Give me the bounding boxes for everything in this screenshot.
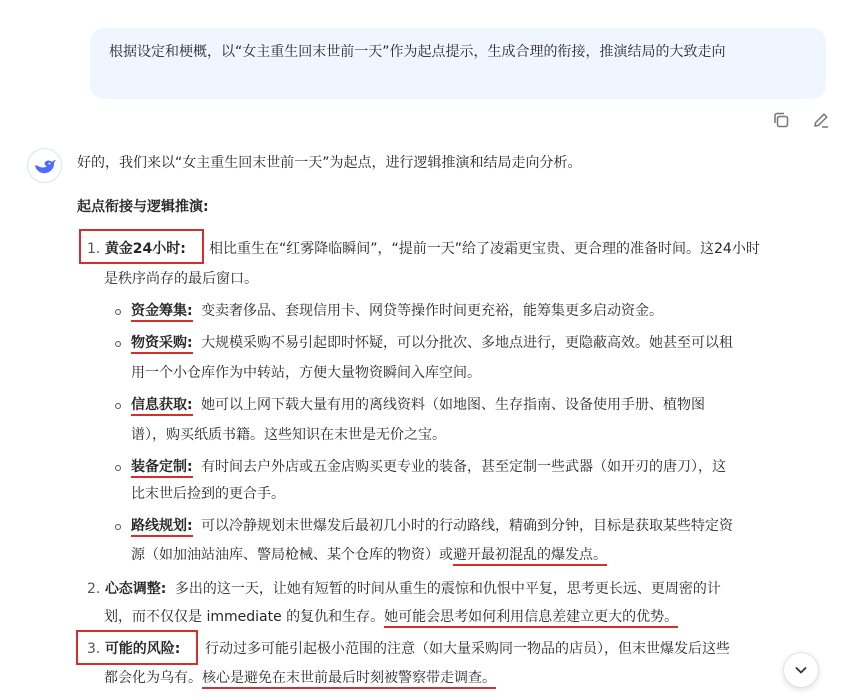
sub-item-text: 她可以上网下载大量有用的离线资料（如地图、生存指南、设备使用手册、植物图 xyxy=(201,397,706,413)
list-item-3 xyxy=(87,639,180,659)
item-text-line: 是秩序尚存的最后窗口。 xyxy=(104,271,258,287)
sub-item-text: 用一个小仓库作为中转站，方便大量物资瞬间入库空间。 xyxy=(131,365,481,381)
item-text-line xyxy=(104,668,496,688)
sub-item-title: 信息获取: xyxy=(131,397,193,416)
bullet-marker xyxy=(115,465,121,471)
sub-item xyxy=(131,301,663,321)
item-text: 划，而不仅仅是 immediate 的复仇和生存。 xyxy=(104,609,385,625)
item-number: 2. xyxy=(87,581,101,597)
scroll-down-button[interactable] xyxy=(783,652,819,688)
sub-item-text: 有时间去户外店或五金店购买更专业的装备，甚至定制一些武器（如开刃的唐刀），这 xyxy=(201,459,727,475)
sub-item-title: 路线规划: xyxy=(131,518,193,537)
sub-item-text: 变卖奢侈品、套现信用卡、网贷等操作时间更充裕，能筹集更多启动资金。 xyxy=(201,303,664,319)
sub-item-title: 物资采购: xyxy=(131,335,193,354)
item-text-line xyxy=(104,607,678,627)
sub-item-text: 大规模采购不易引起即时怀疑，可以分批次、多地点进行，更隐蔽高效。她甚至可以租 xyxy=(201,335,734,351)
bullet-marker xyxy=(115,341,121,347)
item-text-line: 多出的这一天，让她有短暂的时间从重生的震惊和仇恨中平复，思考更长远、更周密的计 xyxy=(174,581,721,597)
item-number: 3. xyxy=(87,641,101,657)
item-title: 可能的风险: xyxy=(104,641,181,657)
sub-item-text: 可以冷静规划末世爆发后最初几小时的行动路线，精确到分钟，目标是获取某些特定资 xyxy=(201,518,734,534)
item-text-line: 行动过多可能引起极小范围的注意（如大量采购同一物品的店员），但末世爆发后这些 xyxy=(205,641,730,657)
underlined-text: 避开最初混乱的爆发点。 xyxy=(453,547,607,566)
chevron-down-icon xyxy=(794,663,808,677)
item-text: 都会化为乌有。 xyxy=(104,670,202,686)
underlined-text: 她可能会思考如何利用信息差建立更大的优势。 xyxy=(384,609,678,628)
bullet-marker xyxy=(115,309,121,315)
sub-item-text-line xyxy=(131,545,607,565)
sub-item-text: 比末世后捡到的更合手。 xyxy=(131,486,285,502)
sub-item xyxy=(131,516,733,536)
bullet-marker xyxy=(115,524,121,530)
item-number: 1. xyxy=(87,241,101,257)
sub-item-title: 装备定制: xyxy=(131,459,193,478)
list-item-2 xyxy=(87,579,721,599)
item-title: 黄金24小时: xyxy=(104,241,186,257)
bullet-marker xyxy=(115,403,121,409)
item-text-line: 相比重生在“红雾降临瞬间”，“提前一天”给了凌霜更宝贵、更合理的准备时间。这24小时 xyxy=(209,241,760,257)
sub-item xyxy=(131,395,705,415)
list-item-1 xyxy=(87,239,186,259)
section-heading: 起点衔接与逻辑推演: xyxy=(77,199,209,215)
sub-item xyxy=(131,457,726,477)
reply-intro: 好的，我们来以“女主重生回末世前一天”为起点，进行逻辑推演和结局走向分析。 xyxy=(77,155,582,171)
sub-item-title: 资金筹集: xyxy=(131,303,193,322)
item-title: 心态调整: xyxy=(104,581,167,597)
sub-item-text: 源（如加油站油库、警局枪械、某个仓库的物资）或 xyxy=(131,547,453,563)
user-message-text: 根据设定和梗概，以“女主重生回末世前一天”作为起点提示，生成合理的衔接，推演结局的大致走向 xyxy=(109,44,726,60)
sub-item xyxy=(131,333,733,353)
sub-item-text: 谱），购买纸质书籍。这些知识在末世是无价之宝。 xyxy=(131,427,446,443)
underlined-text: 核心是避免在末世前最后时刻被警察带走调查。 xyxy=(202,670,496,689)
